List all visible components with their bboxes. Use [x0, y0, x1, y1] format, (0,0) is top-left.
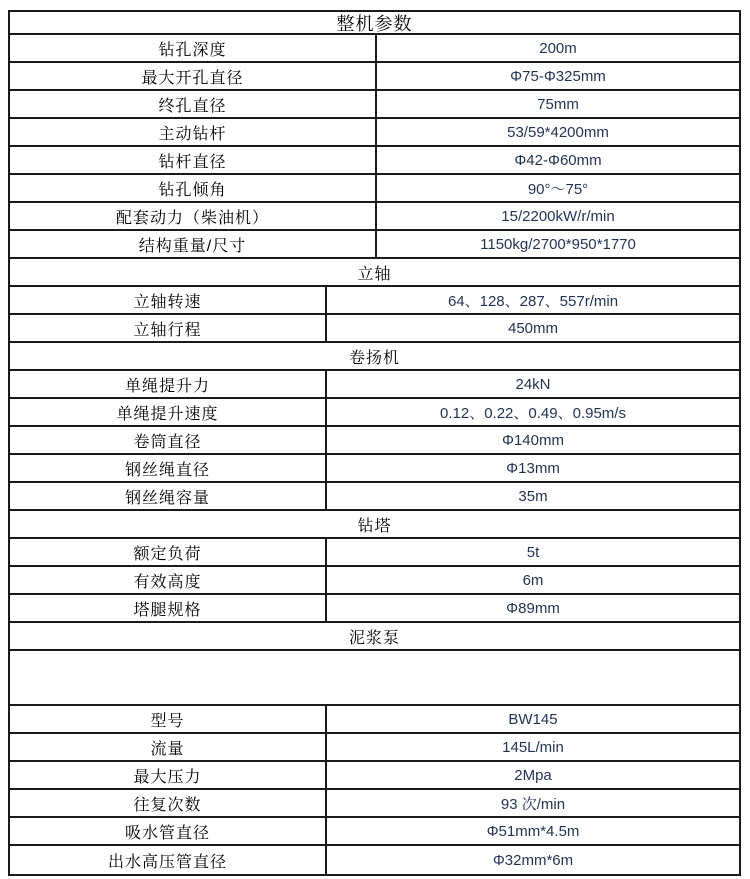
param-label: 钢丝绳直径 — [10, 455, 327, 481]
param-value: 64、128、287、557r/min — [447, 292, 619, 310]
param-row — [10, 539, 739, 567]
table-title: 整机参数 — [10, 12, 739, 35]
param-label: 钢丝绳容量 — [10, 483, 327, 509]
param-row — [10, 427, 739, 455]
param-value: 2Mpa — [514, 766, 552, 784]
param-value: Φ89mm — [506, 599, 560, 617]
param-row — [10, 706, 739, 734]
param-label: 配套动力（柴油机） — [10, 203, 377, 229]
param-row — [10, 762, 739, 790]
param-row — [10, 790, 739, 818]
param-label: 出水高压管直径 — [10, 846, 327, 874]
empty-row — [10, 651, 739, 706]
param-value: 5t — [526, 543, 540, 561]
param-value: 90°～75° — [527, 180, 589, 198]
param-label: 流量 — [10, 734, 327, 760]
param-value: 200m — [539, 39, 577, 57]
param-label: 单绳提升力 — [10, 371, 327, 397]
param-label: 钻孔倾角 — [10, 175, 377, 201]
param-row — [10, 91, 739, 119]
param-value: 1150kg/2700*950*1770 — [480, 235, 636, 253]
param-label: 塔腿规格 — [10, 595, 327, 621]
param-value: Φ51mm*4.5m — [486, 822, 580, 840]
param-row — [10, 231, 739, 259]
param-value: Φ75-Φ325mm — [510, 67, 606, 85]
param-label: 有效高度 — [10, 567, 327, 593]
param-label: 立轴行程 — [10, 315, 327, 341]
param-row — [10, 567, 739, 595]
section-header: 钻塔 — [10, 511, 739, 539]
param-value: Φ13mm — [506, 459, 560, 477]
param-row — [10, 734, 739, 762]
param-label: 型号 — [10, 706, 327, 732]
param-label: 终孔直径 — [10, 91, 377, 117]
section-header: 立轴 — [10, 259, 739, 287]
param-label: 最大开孔直径 — [10, 63, 377, 89]
param-row — [10, 63, 739, 91]
param-row — [10, 455, 739, 483]
param-value: 24kN — [515, 375, 551, 393]
param-label: 钻杆直径 — [10, 147, 377, 173]
param-label: 吸水管直径 — [10, 818, 327, 844]
param-value: Φ140mm — [502, 431, 564, 449]
param-value: 6m — [522, 571, 544, 589]
param-row — [10, 119, 739, 147]
param-row — [10, 35, 739, 63]
param-value: Φ42-Φ60mm — [514, 151, 602, 169]
param-label: 钻孔深度 — [10, 35, 377, 61]
param-value: 15/2200kW/r/min — [501, 207, 615, 225]
param-row — [10, 846, 739, 874]
param-label: 额定负荷 — [10, 539, 327, 565]
param-value: 93 次/min — [500, 795, 566, 813]
param-row — [10, 315, 739, 343]
param-label: 卷筒直径 — [10, 427, 327, 453]
param-label: 结构重量/尺寸 — [10, 231, 377, 257]
section-header: 卷扬机 — [10, 343, 739, 371]
param-row — [10, 399, 739, 427]
param-value: Φ32mm*6m — [492, 851, 574, 869]
machine-spec-table — [8, 10, 741, 876]
param-row — [10, 175, 739, 203]
param-row — [10, 483, 739, 511]
param-row — [10, 595, 739, 623]
param-row — [10, 203, 739, 231]
param-value: 145L/min — [502, 738, 564, 756]
param-row — [10, 818, 739, 846]
param-label: 最大压力 — [10, 762, 327, 788]
param-value: 35m — [518, 487, 548, 505]
param-value: 75mm — [537, 95, 579, 113]
param-value: 53/59*4200mm — [507, 123, 609, 141]
param-value: BW145 — [508, 710, 558, 728]
param-row — [10, 287, 739, 315]
param-value: 0.12、0.22、0.49、0.95m/s — [440, 404, 626, 422]
param-label: 立轴转速 — [10, 287, 327, 313]
param-value: 450mm — [507, 319, 559, 337]
param-row — [10, 147, 739, 175]
param-label: 往复次数 — [10, 790, 327, 816]
param-label: 单绳提升速度 — [10, 399, 327, 425]
param-label: 主动钻杆 — [10, 119, 377, 145]
param-row — [10, 371, 739, 399]
section-header: 泥浆泵 — [10, 623, 739, 651]
